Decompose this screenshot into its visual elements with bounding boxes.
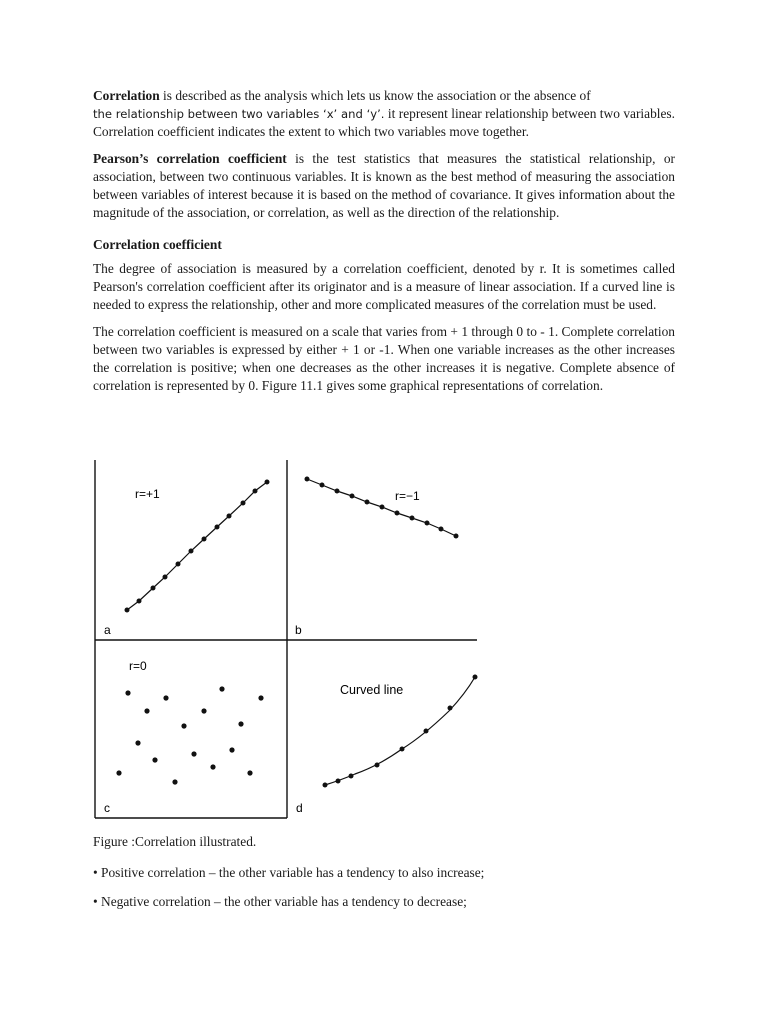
point xyxy=(380,505,385,510)
point xyxy=(424,729,429,734)
point xyxy=(454,534,459,539)
section-heading: Correlation coefficient xyxy=(93,237,222,252)
point xyxy=(425,521,430,526)
point xyxy=(172,779,177,784)
point xyxy=(163,695,168,700)
point xyxy=(191,751,196,756)
panel-b xyxy=(295,477,459,638)
point xyxy=(320,483,325,488)
point xyxy=(241,501,246,506)
point xyxy=(448,706,453,711)
paragraph-scale: The correlation coefficient is measured on a scale that varies from + 1 through 0 to - 1. Complete correlation between two variables is expressed by either + 1 or -1. When one variable increases as the other increases the correlation is positive; when one decreases as the other increases it is negative. Complete absence of correlation is represented by 0. Figure 11.1 gives some graphical representations of correlation. xyxy=(93,324,675,393)
correlation-figure xyxy=(93,458,479,820)
point xyxy=(151,586,156,591)
paragraph-pearson: Pearson’s correlation coefficient is the test statistics that measures the statistical relationship, or association, between two continuous variables. It is known as the best method of measuring the association between variables of interest because it is based on the method of covariance. It gives information about the magnitude of the association, or correlation, as well as the direction of the relationship. xyxy=(93,151,675,220)
point xyxy=(181,723,186,728)
point xyxy=(137,599,142,604)
figure-caption: Figure :Correlation illustrated. xyxy=(93,834,257,849)
panel-b-label: r=−1 xyxy=(395,489,420,503)
term-pearson: Pearson’s correlation coefficient xyxy=(93,151,287,166)
point xyxy=(116,770,121,775)
point xyxy=(265,480,270,485)
point xyxy=(365,500,370,505)
paragraph-degree: The degree of association is measured by a correlation coefficient, denoted by r. It is sometimes called Pearson's correlation coefficient after its originator and is a measure of linear association. If a curved line is needed to express the relationship, other and more complicated measures of the correlation must be used. xyxy=(93,261,675,312)
point xyxy=(144,708,149,713)
point xyxy=(349,774,354,779)
point xyxy=(202,537,207,542)
point xyxy=(410,516,415,521)
point xyxy=(400,747,405,752)
term-correlation: Correlation xyxy=(93,88,160,103)
panel-c xyxy=(104,659,264,815)
point xyxy=(336,779,341,784)
panel-a-letter: a xyxy=(104,623,111,637)
point xyxy=(227,514,232,519)
point xyxy=(219,686,224,691)
panel-c-letter: c xyxy=(104,801,110,815)
point xyxy=(215,525,220,530)
figure-svg xyxy=(93,458,479,820)
point xyxy=(210,764,215,769)
panel-a-label: r=+1 xyxy=(135,487,160,501)
point xyxy=(125,690,130,695)
point xyxy=(323,783,328,788)
point xyxy=(152,757,157,762)
point xyxy=(305,477,310,482)
panel-c-label: r=0 xyxy=(129,659,147,673)
point xyxy=(473,675,478,680)
point xyxy=(350,494,355,499)
point xyxy=(258,695,263,700)
panel-d-label: Curved line xyxy=(340,683,404,697)
bullet-list xyxy=(93,864,675,922)
point xyxy=(163,575,168,580)
panel-b-letter: b xyxy=(295,623,302,637)
point xyxy=(125,608,130,613)
panel-d-letter: d xyxy=(296,801,303,815)
panel-d xyxy=(296,675,478,816)
document-body xyxy=(93,87,675,404)
bullet-item-positive: • Positive correlation – the other variable has a tendency to also increase; xyxy=(93,865,485,880)
line-positive xyxy=(127,482,267,610)
point xyxy=(395,511,400,516)
point xyxy=(189,549,194,554)
panel-a xyxy=(104,480,270,638)
point xyxy=(253,489,258,494)
point xyxy=(201,708,206,713)
point xyxy=(176,562,181,567)
point xyxy=(247,770,252,775)
bullet-item-negative: • Negative correlation – the other variable has a tendency to decrease; xyxy=(93,894,467,909)
point xyxy=(375,763,380,768)
point xyxy=(229,747,234,752)
point xyxy=(238,721,243,726)
point xyxy=(135,740,140,745)
point xyxy=(439,527,444,532)
point xyxy=(335,489,340,494)
paragraph-correlation-definition: Correlation is described as the analysis which lets us know the association or the absence of the relationship between two variables ‘x’ and ‘y’. it represent linear relationship between two variables. Correlation coefficient indicates the extent to which two variables move together. xyxy=(93,88,675,139)
